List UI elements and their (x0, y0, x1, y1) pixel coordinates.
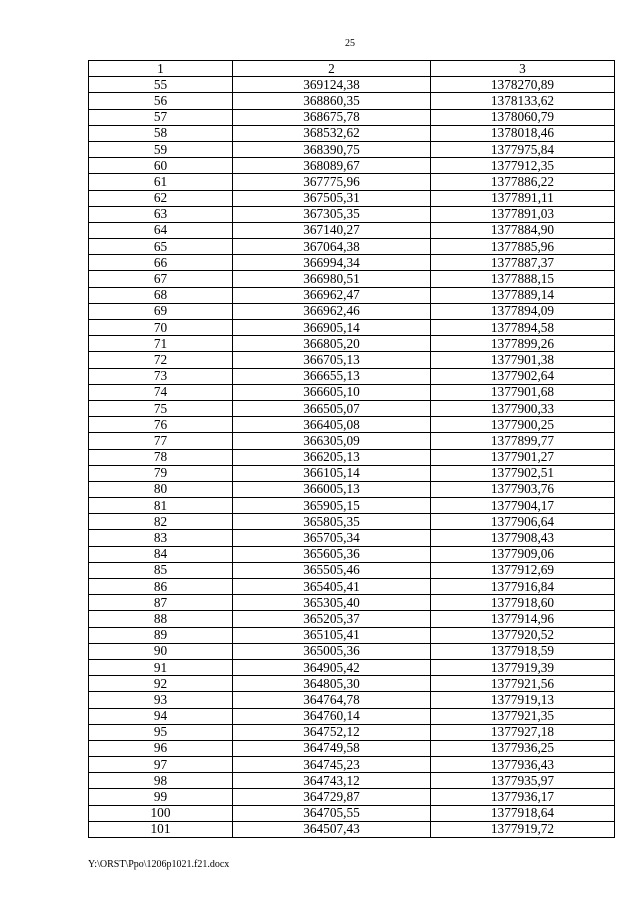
table-row (89, 222, 615, 238)
table-row (89, 109, 615, 125)
x-coordinate-cell: 368089,67 (233, 158, 431, 174)
table-body (89, 77, 615, 838)
x-coordinate-cell: 365905,15 (233, 498, 431, 514)
x-coordinate-cell: 368675,78 (233, 109, 431, 125)
y-coordinate-cell: 1377908,43 (431, 530, 615, 546)
table-row (89, 789, 615, 805)
table-row (89, 77, 615, 93)
y-coordinate-cell: 1377975,84 (431, 141, 615, 157)
y-coordinate-cell: 1377884,90 (431, 222, 615, 238)
x-coordinate-cell: 365005,36 (233, 643, 431, 659)
point-number-cell: 84 (89, 546, 233, 562)
point-number-cell: 80 (89, 481, 233, 497)
x-coordinate-cell: 364507,43 (233, 821, 431, 837)
table-row (89, 481, 615, 497)
table-row (89, 287, 615, 303)
point-number-cell: 69 (89, 303, 233, 319)
table-row (89, 320, 615, 336)
table-row (89, 546, 615, 562)
y-coordinate-cell: 1377912,69 (431, 562, 615, 578)
y-coordinate-cell: 1378018,46 (431, 125, 615, 141)
y-coordinate-cell: 1377914,96 (431, 611, 615, 627)
point-number-cell: 58 (89, 125, 233, 141)
y-coordinate-cell: 1377885,96 (431, 239, 615, 255)
y-coordinate-cell: 1377906,64 (431, 514, 615, 530)
point-number-cell: 72 (89, 352, 233, 368)
x-coordinate-cell: 366905,14 (233, 320, 431, 336)
table-row (89, 93, 615, 109)
y-coordinate-cell: 1377900,33 (431, 400, 615, 416)
point-number-cell: 59 (89, 141, 233, 157)
y-coordinate-cell: 1377921,56 (431, 676, 615, 692)
point-number-cell: 97 (89, 757, 233, 773)
table-row (89, 821, 615, 837)
x-coordinate-cell: 366405,08 (233, 417, 431, 433)
point-number-cell: 77 (89, 433, 233, 449)
y-coordinate-cell: 1377900,25 (431, 417, 615, 433)
point-number-cell: 60 (89, 158, 233, 174)
point-number-cell: 91 (89, 659, 233, 675)
point-number-cell: 70 (89, 320, 233, 336)
x-coordinate-cell: 364752,12 (233, 724, 431, 740)
x-coordinate-cell: 364805,30 (233, 676, 431, 692)
point-number-cell: 66 (89, 255, 233, 271)
table-row (89, 271, 615, 287)
point-number-cell: 79 (89, 465, 233, 481)
point-number-cell: 87 (89, 595, 233, 611)
y-coordinate-cell: 1377936,25 (431, 740, 615, 756)
y-coordinate-cell: 1377927,18 (431, 724, 615, 740)
table-row (89, 190, 615, 206)
point-number-cell: 92 (89, 676, 233, 692)
x-coordinate-cell: 365205,37 (233, 611, 431, 627)
y-coordinate-cell: 1377887,37 (431, 255, 615, 271)
x-coordinate-cell: 367775,96 (233, 174, 431, 190)
x-coordinate-cell: 365705,34 (233, 530, 431, 546)
page-number: 25 (345, 38, 355, 49)
y-coordinate-cell: 1377920,52 (431, 627, 615, 643)
x-coordinate-cell: 366205,13 (233, 449, 431, 465)
table-row (89, 708, 615, 724)
x-coordinate-cell: 365605,36 (233, 546, 431, 562)
x-coordinate-cell: 369124,38 (233, 77, 431, 93)
table-row (89, 579, 615, 595)
point-number-cell: 93 (89, 692, 233, 708)
table-row (89, 643, 615, 659)
x-coordinate-cell: 367064,38 (233, 239, 431, 255)
y-coordinate-cell: 1377886,22 (431, 174, 615, 190)
table-row (89, 595, 615, 611)
table-row (89, 805, 615, 821)
x-coordinate-cell: 368390,75 (233, 141, 431, 157)
point-number-cell: 90 (89, 643, 233, 659)
x-coordinate-cell: 368860,35 (233, 93, 431, 109)
x-coordinate-cell: 364729,87 (233, 789, 431, 805)
y-coordinate-cell: 1377899,77 (431, 433, 615, 449)
x-coordinate-cell: 364705,55 (233, 805, 431, 821)
x-coordinate-cell: 366605,10 (233, 384, 431, 400)
file-path-footer: Y:\ORST\Ppo\1206p1021.f21.docx (88, 859, 230, 870)
point-number-cell: 101 (89, 821, 233, 837)
point-number-cell: 73 (89, 368, 233, 384)
point-number-cell: 64 (89, 222, 233, 238)
x-coordinate-cell: 366980,51 (233, 271, 431, 287)
y-coordinate-cell: 1378270,89 (431, 77, 615, 93)
x-coordinate-cell: 366962,47 (233, 287, 431, 303)
point-number-cell: 74 (89, 384, 233, 400)
x-coordinate-cell: 366962,46 (233, 303, 431, 319)
column-header-3: 3 (431, 61, 615, 77)
table-row (89, 514, 615, 530)
table-header-row (89, 61, 615, 77)
table-row (89, 676, 615, 692)
point-number-cell: 75 (89, 400, 233, 416)
x-coordinate-cell: 364764,78 (233, 692, 431, 708)
table-row (89, 562, 615, 578)
point-number-cell: 99 (89, 789, 233, 805)
y-coordinate-cell: 1377919,13 (431, 692, 615, 708)
table-row (89, 530, 615, 546)
y-coordinate-cell: 1377918,60 (431, 595, 615, 611)
point-number-cell: 56 (89, 93, 233, 109)
point-number-cell: 81 (89, 498, 233, 514)
point-number-cell: 96 (89, 740, 233, 756)
x-coordinate-cell: 367140,27 (233, 222, 431, 238)
y-coordinate-cell: 1377901,38 (431, 352, 615, 368)
point-number-cell: 89 (89, 627, 233, 643)
x-coordinate-cell: 365805,35 (233, 514, 431, 530)
x-coordinate-cell: 366005,13 (233, 481, 431, 497)
table-row (89, 498, 615, 514)
x-coordinate-cell: 368532,62 (233, 125, 431, 141)
coordinates-table (88, 60, 615, 838)
y-coordinate-cell: 1377894,58 (431, 320, 615, 336)
table-row (89, 336, 615, 352)
table-row (89, 659, 615, 675)
x-coordinate-cell: 365105,41 (233, 627, 431, 643)
point-number-cell: 98 (89, 773, 233, 789)
x-coordinate-cell: 364760,14 (233, 708, 431, 724)
table-row (89, 368, 615, 384)
y-coordinate-cell: 1377909,06 (431, 546, 615, 562)
point-number-cell: 85 (89, 562, 233, 578)
point-number-cell: 95 (89, 724, 233, 740)
y-coordinate-cell: 1377902,64 (431, 368, 615, 384)
y-coordinate-cell: 1377901,27 (431, 449, 615, 465)
table-row (89, 740, 615, 756)
y-coordinate-cell: 1377916,84 (431, 579, 615, 595)
x-coordinate-cell: 365405,41 (233, 579, 431, 595)
x-coordinate-cell: 366105,14 (233, 465, 431, 481)
y-coordinate-cell: 1378133,62 (431, 93, 615, 109)
table-row (89, 417, 615, 433)
y-coordinate-cell: 1377918,59 (431, 643, 615, 659)
y-coordinate-cell: 1377921,35 (431, 708, 615, 724)
table-row (89, 449, 615, 465)
table-row (89, 611, 615, 627)
table-row (89, 125, 615, 141)
y-coordinate-cell: 1377935,97 (431, 773, 615, 789)
point-number-cell: 68 (89, 287, 233, 303)
point-number-cell: 62 (89, 190, 233, 206)
point-number-cell: 86 (89, 579, 233, 595)
y-coordinate-cell: 1377918,64 (431, 805, 615, 821)
x-coordinate-cell: 364905,42 (233, 659, 431, 675)
y-coordinate-cell: 1377936,43 (431, 757, 615, 773)
table-row (89, 757, 615, 773)
point-number-cell: 55 (89, 77, 233, 93)
y-coordinate-cell: 1377891,11 (431, 190, 615, 206)
point-number-cell: 65 (89, 239, 233, 255)
table-row (89, 724, 615, 740)
y-coordinate-cell: 1377902,51 (431, 465, 615, 481)
x-coordinate-cell: 366305,09 (233, 433, 431, 449)
point-number-cell: 94 (89, 708, 233, 724)
y-coordinate-cell: 1377894,09 (431, 303, 615, 319)
x-coordinate-cell: 367505,31 (233, 190, 431, 206)
y-coordinate-cell: 1377919,72 (431, 821, 615, 837)
table-row (89, 303, 615, 319)
table-row (89, 255, 615, 271)
point-number-cell: 63 (89, 206, 233, 222)
point-number-cell: 88 (89, 611, 233, 627)
point-number-cell: 61 (89, 174, 233, 190)
x-coordinate-cell: 364743,12 (233, 773, 431, 789)
point-number-cell: 78 (89, 449, 233, 465)
table-row (89, 465, 615, 481)
y-coordinate-cell: 1378060,79 (431, 109, 615, 125)
x-coordinate-cell: 366655,13 (233, 368, 431, 384)
point-number-cell: 71 (89, 336, 233, 352)
table-row (89, 627, 615, 643)
table-row (89, 773, 615, 789)
point-number-cell: 57 (89, 109, 233, 125)
y-coordinate-cell: 1377901,68 (431, 384, 615, 400)
y-coordinate-cell: 1377919,39 (431, 659, 615, 675)
table-row (89, 433, 615, 449)
x-coordinate-cell: 366994,34 (233, 255, 431, 271)
y-coordinate-cell: 1377936,17 (431, 789, 615, 805)
x-coordinate-cell: 365305,40 (233, 595, 431, 611)
x-coordinate-cell: 366705,13 (233, 352, 431, 368)
table-row (89, 174, 615, 190)
x-coordinate-cell: 366805,20 (233, 336, 431, 352)
table-row (89, 239, 615, 255)
y-coordinate-cell: 1377889,14 (431, 287, 615, 303)
point-number-cell: 100 (89, 805, 233, 821)
y-coordinate-cell: 1377903,76 (431, 481, 615, 497)
table-row (89, 352, 615, 368)
x-coordinate-cell: 364745,23 (233, 757, 431, 773)
point-number-cell: 82 (89, 514, 233, 530)
table-row (89, 692, 615, 708)
x-coordinate-cell: 367305,35 (233, 206, 431, 222)
table-row (89, 141, 615, 157)
y-coordinate-cell: 1377912,35 (431, 158, 615, 174)
table-row (89, 384, 615, 400)
table-row (89, 158, 615, 174)
column-header-1: 1 (89, 61, 233, 77)
y-coordinate-cell: 1377891,03 (431, 206, 615, 222)
y-coordinate-cell: 1377904,17 (431, 498, 615, 514)
point-number-cell: 67 (89, 271, 233, 287)
table-row (89, 206, 615, 222)
x-coordinate-cell: 366505,07 (233, 400, 431, 416)
column-header-2: 2 (233, 61, 431, 77)
y-coordinate-cell: 1377888,15 (431, 271, 615, 287)
y-coordinate-cell: 1377899,26 (431, 336, 615, 352)
x-coordinate-cell: 364749,58 (233, 740, 431, 756)
x-coordinate-cell: 365505,46 (233, 562, 431, 578)
table-row (89, 400, 615, 416)
point-number-cell: 76 (89, 417, 233, 433)
point-number-cell: 83 (89, 530, 233, 546)
